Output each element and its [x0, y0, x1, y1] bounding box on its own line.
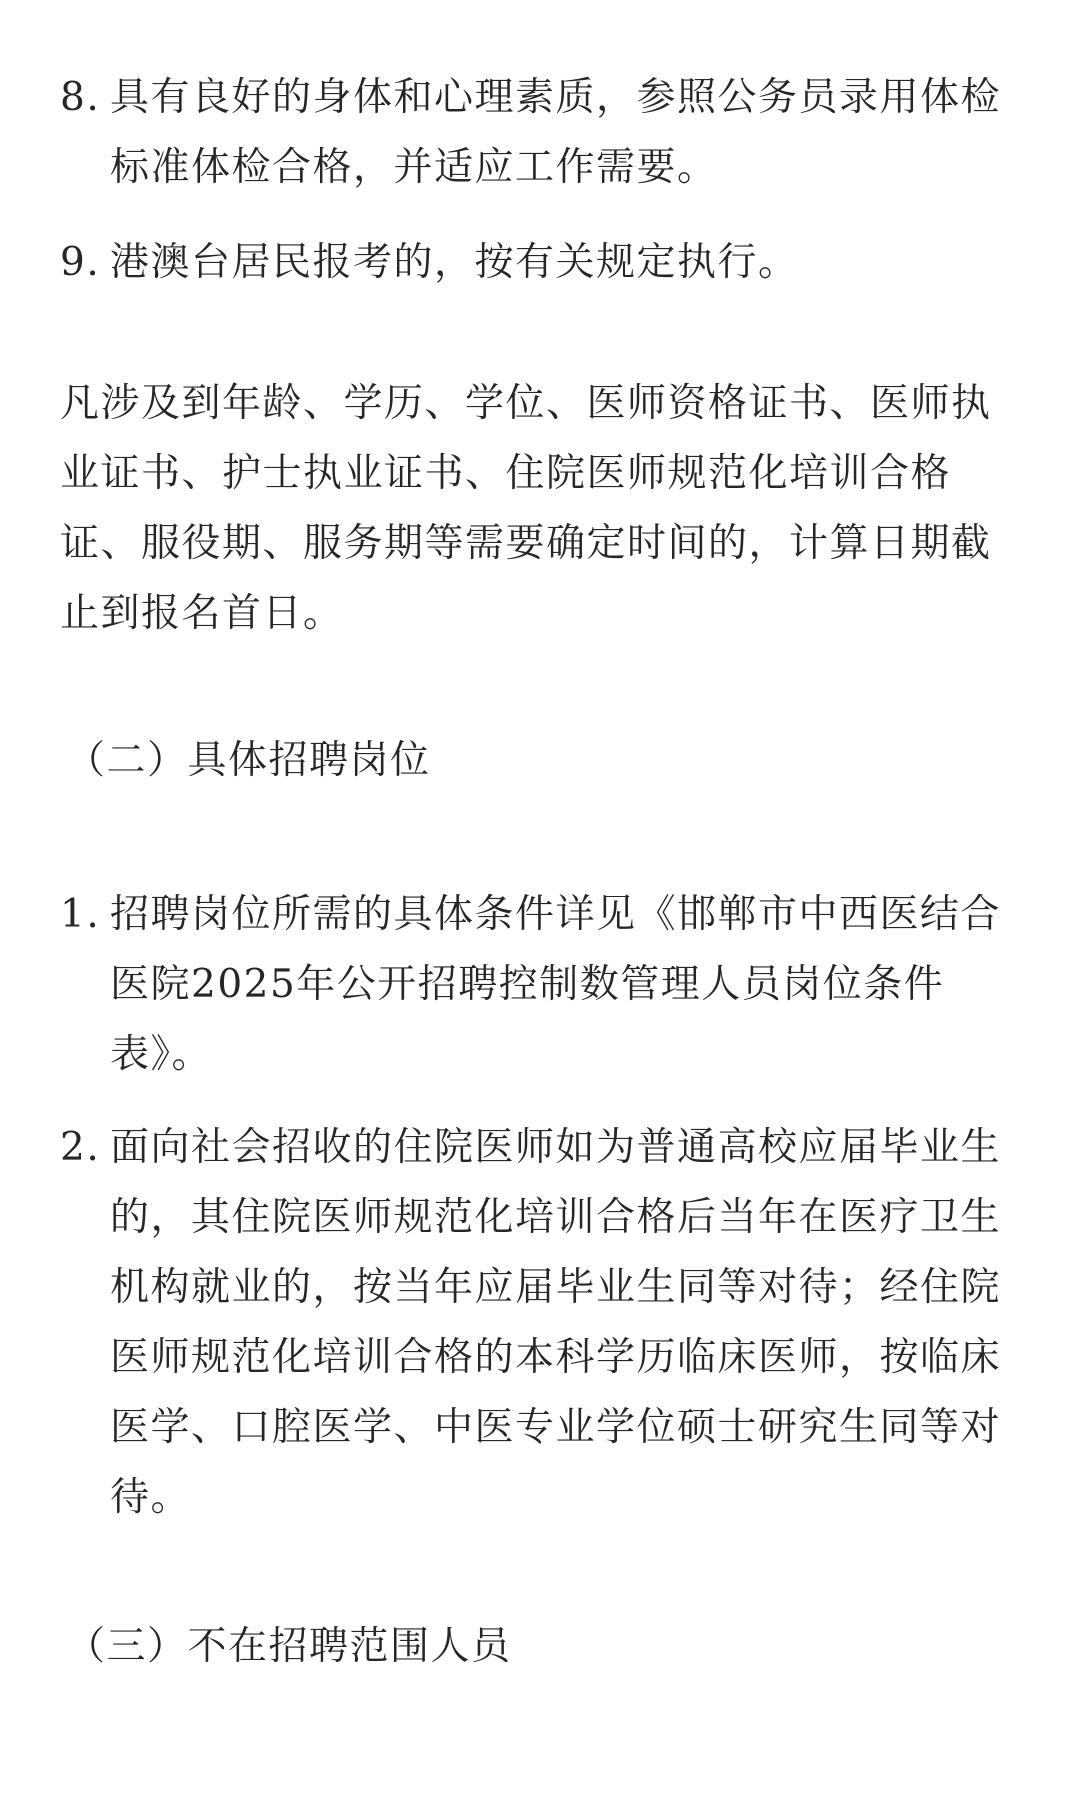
- list-text: 招聘岗位所需的具体条件详见《邯郸市中西医结合医院2025年公开招聘控制数管理人员岗位条件表》。: [110, 892, 1002, 1077]
- list-number: 9.: [60, 240, 101, 285]
- list-text: 面向社会招收的住院医师如为普通高校应届毕业生的，其住院医师规范化培训合格后当年在医疗卫生机构就业的，按当年应届毕业生同等对待；经住院医师规范化培训合格的本科学历临床医师，按临床医学、口腔医学、中医专业学位硕士研究生同等对待。: [110, 1125, 1002, 1520]
- list-item: [60, 880, 1020, 1090]
- list-item: [60, 228, 1020, 298]
- list-number: 1.: [60, 892, 101, 937]
- list-number: 2.: [60, 1125, 101, 1170]
- list-text: 具有良好的身体和心理素质，参照公务员录用体检标准体检合格，并适应工作需要。: [110, 75, 1002, 190]
- section-heading-specific-positions: （二）具体招聘岗位: [66, 738, 431, 783]
- list-item: [60, 63, 1020, 203]
- list-text: 港澳台居民报考的，按有关规定执行。: [110, 240, 799, 285]
- date-calculation-paragraph: 凡涉及到年龄、学历、学位、医师资格证书、医师执业证书、护士执业证书、住院医师规范化培训合格证、服役期、服务期等需要确定时间的，计算日期截止到报名首日。: [60, 381, 992, 636]
- list-item: [60, 1113, 1020, 1533]
- list-number: 8.: [60, 75, 101, 120]
- section-heading-excluded-persons: （三）不在招聘范围人员: [66, 1624, 512, 1669]
